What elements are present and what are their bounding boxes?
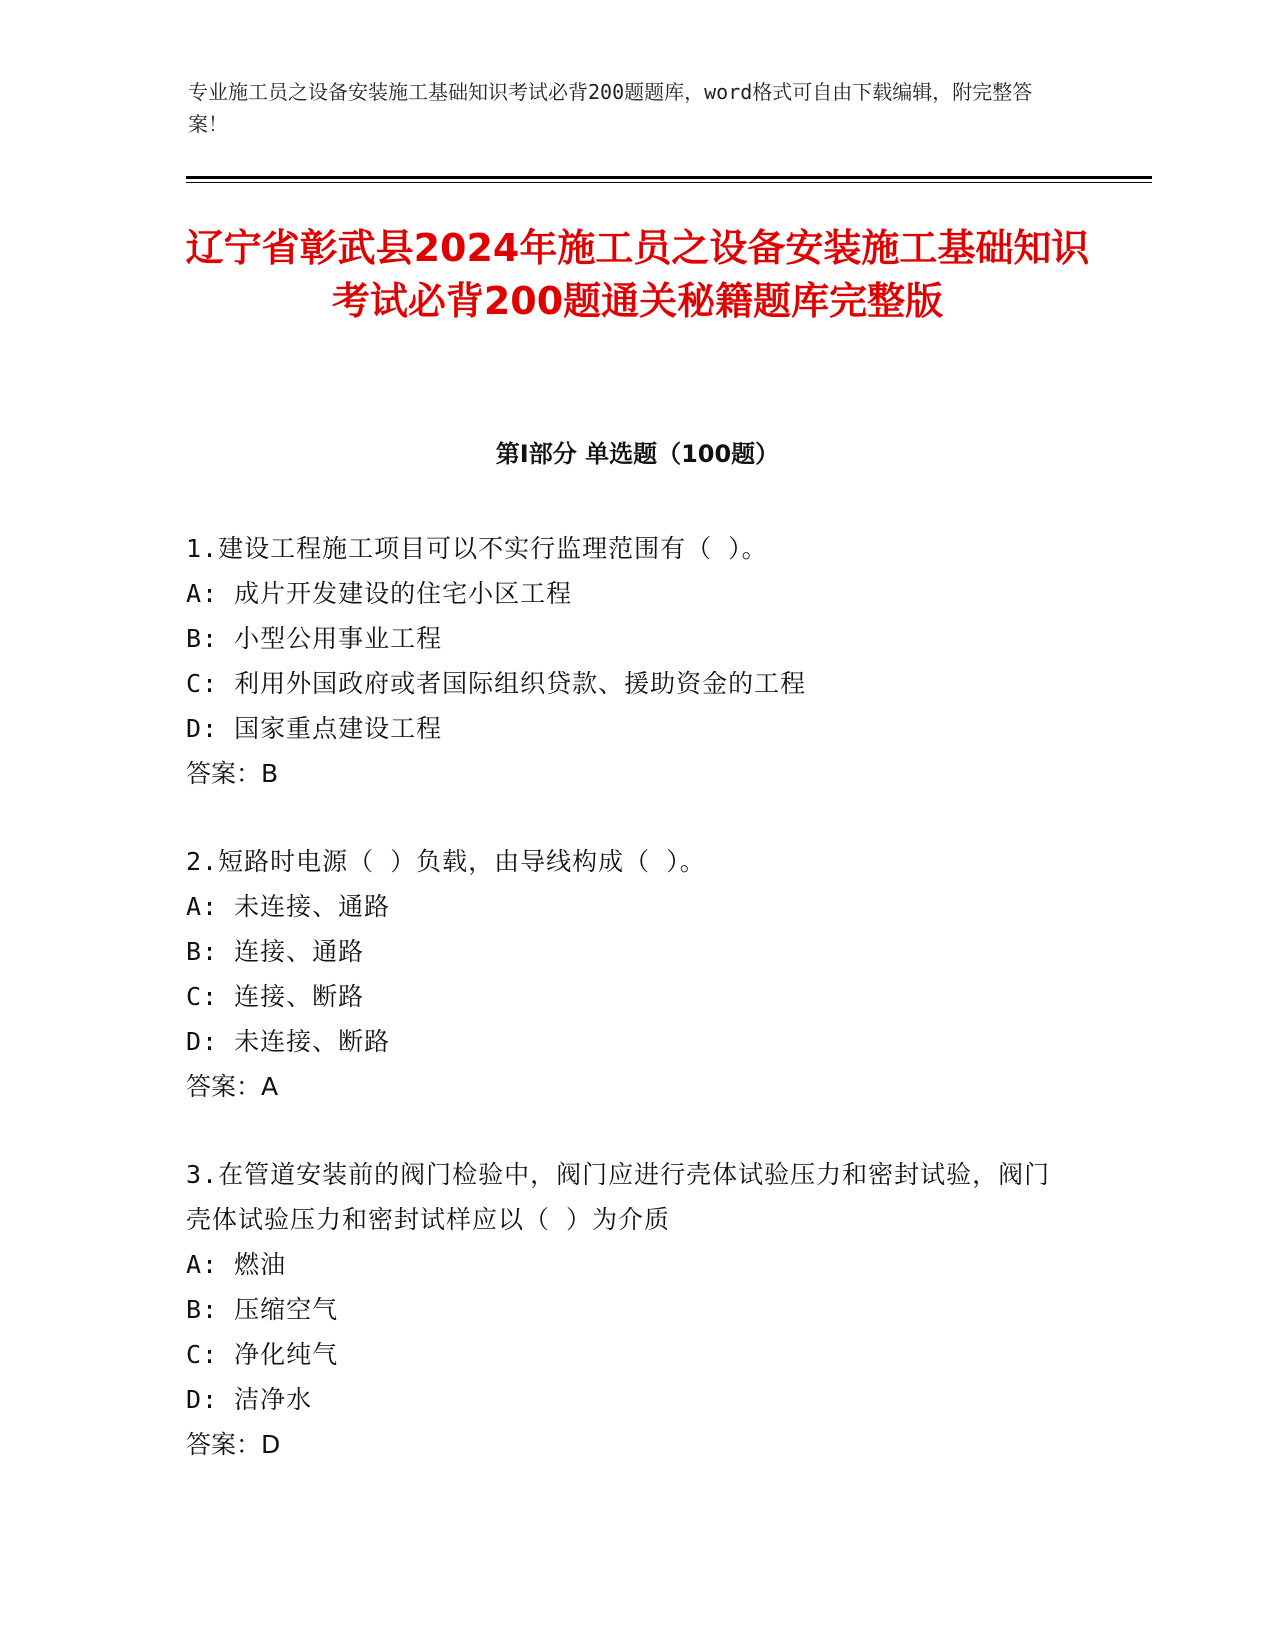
option-c: C: 连接、断路 bbox=[186, 982, 365, 1011]
option-d: D: 未连接、断路 bbox=[186, 1027, 391, 1056]
document-title: 辽宁省彰武县2024年施工员之设备安装施工基础知识考试必背200题通关秘籍题库完整版 bbox=[185, 226, 1090, 323]
header-note: 专业施工员之设备安装施工基础知识考试必背200题题库，word格式可自由下载编辑，附完整答案！ bbox=[188, 80, 1033, 136]
header-rule-thin bbox=[186, 182, 1152, 183]
question-stem: 2.短路时电源（ ）负载，由导线构成（ ）。 bbox=[186, 847, 706, 876]
option-a: A: 成片开发建设的住宅小区工程 bbox=[186, 579, 573, 608]
header-rule-thick bbox=[186, 176, 1152, 179]
answer: 答案：B bbox=[186, 759, 279, 788]
option-a: A: 燃油 bbox=[186, 1250, 287, 1279]
question-list bbox=[186, 526, 1066, 1510]
question-stem: 3.在管道安装前的阀门检验中，阀门应进行壳体试验压力和密封试验，阀门壳体试验压力和密封试样应以（ ）为介质 bbox=[186, 1160, 1051, 1234]
answer: 答案：A bbox=[186, 1072, 279, 1101]
question-2 bbox=[186, 839, 1066, 1109]
option-b: B: 连接、通路 bbox=[186, 937, 365, 966]
option-b: B: 压缩空气 bbox=[186, 1295, 339, 1324]
section-heading: 第I部分 单选题（100题） bbox=[495, 440, 780, 468]
question-3 bbox=[186, 1152, 1066, 1467]
option-b: B: 小型公用事业工程 bbox=[186, 624, 443, 653]
answer: 答案：D bbox=[186, 1430, 281, 1459]
option-c: C: 利用外国政府或者国际组织贷款、援助资金的工程 bbox=[186, 669, 807, 698]
option-a: A: 未连接、通路 bbox=[186, 892, 391, 921]
option-d: D: 国家重点建设工程 bbox=[186, 714, 443, 743]
question-stem: 1.建设工程施工项目可以不实行监理范围有（ ）。 bbox=[186, 534, 768, 563]
option-d: D: 洁净水 bbox=[186, 1385, 313, 1414]
option-c: C: 净化纯气 bbox=[186, 1340, 339, 1369]
question-1 bbox=[186, 526, 1066, 796]
